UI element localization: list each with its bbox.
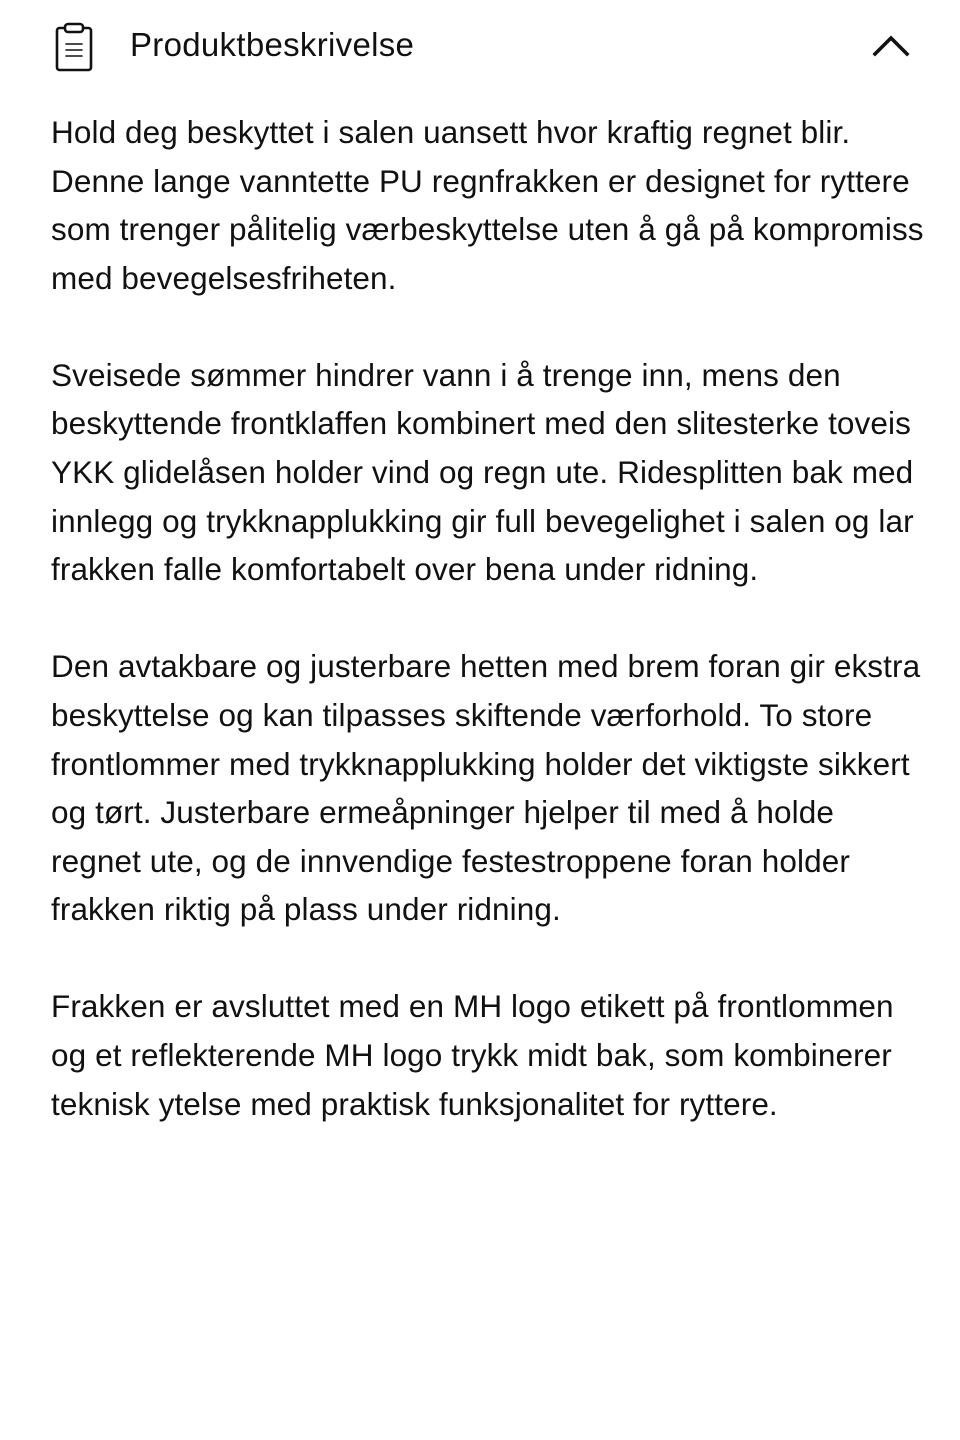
description-paragraph-1: Hold deg beskyttet i salen uansett hvor kraftig regnet blir. Denne lange vanntette PU regnfrakken er designet for ryttere som trenger pålitelig værbeskyttelse uten å gå på kompromiss med bevegelsesfriheten. xyxy=(51,114,924,296)
chevron-up-icon[interactable] xyxy=(870,30,912,60)
description-paragraph-2: Sveisede sømmer hindrer vann i å trenge inn, mens den beskyttende frontklaffen kombinert med den slitesterke toveis YKK glidelåsen holder vind og regn ute. Ridesplitten bak med innlegg og trykknapplukking gir full bevegelighet i salen og lar frakken falle komfortabelt over bena under ridning. xyxy=(51,356,914,588)
description-paragraph-3: Den avtakbare og justerbare hetten med brem foran gir ekstra beskyttelse og kan tilpasses skiftende værforhold. To store frontlommer med trykknapplukking holder det viktigste sikkert og tørt. Justerbare ermeåpninger hjelper til med å holde regnet ute, og de innvendige festestroppene foran holder frakken riktig på plass under ridning. xyxy=(51,648,921,928)
accordion-title: Produktbeskrivelse xyxy=(130,26,415,63)
description-paragraph-4: Frakken er avsluttet med en MH logo etikett på frontlommen og et reflekterende MH logo trykk midt bak, som kombinerer teknisk ytelse med praktisk funksjonalitet for ryttere. xyxy=(51,988,894,1122)
accordion-header[interactable] xyxy=(0,0,960,92)
accordion-content xyxy=(51,108,931,1177)
clipboard-icon xyxy=(54,22,94,72)
